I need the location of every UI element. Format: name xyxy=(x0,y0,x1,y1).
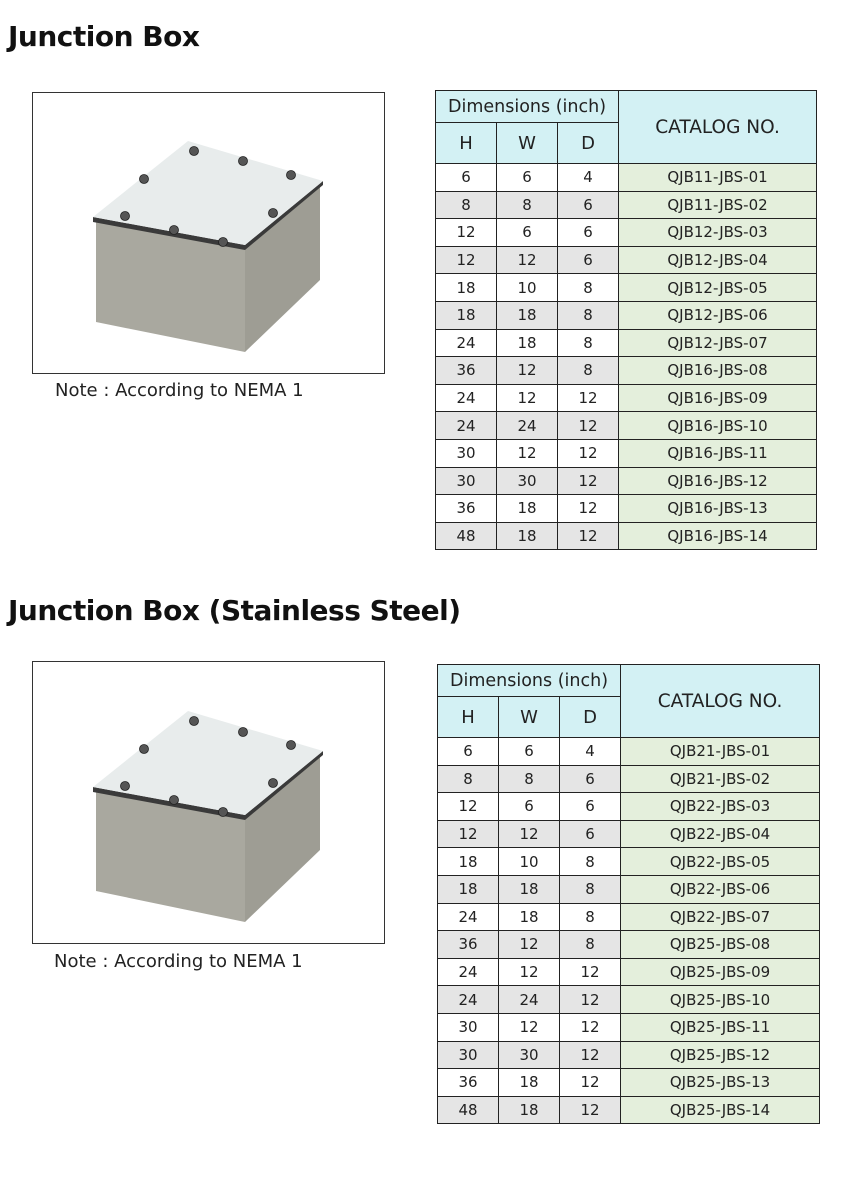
cell-w: 18 xyxy=(497,522,558,550)
cell-w: 18 xyxy=(499,1069,560,1097)
cell-h: 48 xyxy=(438,1096,499,1124)
junction-box-figure xyxy=(32,92,385,374)
table-row xyxy=(436,191,817,219)
cell-d: 8 xyxy=(560,903,621,931)
cell-catalog: QJB16-JBS-12 xyxy=(619,467,817,495)
note-text: Note : According to NEMA 1 xyxy=(54,951,303,972)
cell-d: 8 xyxy=(558,301,619,329)
cell-d: 12 xyxy=(558,522,619,550)
cell-w: 6 xyxy=(499,738,560,766)
cell-catalog: QJB12-JBS-07 xyxy=(619,329,817,357)
cell-catalog: QJB16-JBS-08 xyxy=(619,357,817,385)
cell-catalog: QJB12-JBS-06 xyxy=(619,301,817,329)
cell-catalog: QJB25-JBS-13 xyxy=(621,1069,820,1097)
cell-h: 30 xyxy=(438,1041,499,1069)
table-row xyxy=(436,357,817,385)
cell-w: 18 xyxy=(497,495,558,523)
cell-h: 36 xyxy=(438,931,499,959)
cell-catalog: QJB11-JBS-02 xyxy=(619,191,817,219)
cell-d: 12 xyxy=(560,958,621,986)
cell-catalog: QJB21-JBS-02 xyxy=(621,765,820,793)
cell-d: 8 xyxy=(558,357,619,385)
column-h-header: H xyxy=(436,123,497,164)
cell-d: 12 xyxy=(560,986,621,1014)
cell-h: 30 xyxy=(438,1013,499,1041)
cell-catalog: QJB22-JBS-07 xyxy=(621,903,820,931)
cell-catalog: QJB16-JBS-14 xyxy=(619,522,817,550)
cell-w: 6 xyxy=(497,219,558,247)
cell-d: 12 xyxy=(558,439,619,467)
cell-d: 12 xyxy=(560,1013,621,1041)
cell-h: 24 xyxy=(438,986,499,1014)
cell-w: 12 xyxy=(499,1013,560,1041)
table-row xyxy=(436,522,817,550)
cell-h: 36 xyxy=(436,495,497,523)
section-2-title: Junction Box (Stainless Steel) xyxy=(8,594,461,627)
cell-w: 6 xyxy=(499,793,560,821)
table-row xyxy=(438,958,820,986)
cell-d: 12 xyxy=(558,495,619,523)
catalog-table xyxy=(435,90,817,550)
cell-w: 18 xyxy=(499,1096,560,1124)
section-1-title: Junction Box xyxy=(8,20,200,53)
cell-catalog: QJB25-JBS-10 xyxy=(621,986,820,1014)
cell-h: 36 xyxy=(436,357,497,385)
cell-w: 10 xyxy=(497,274,558,302)
cell-w: 18 xyxy=(497,301,558,329)
table-row xyxy=(438,1041,820,1069)
catalog-header: CATALOG NO. xyxy=(619,91,817,164)
cell-catalog: QJB21-JBS-01 xyxy=(621,738,820,766)
table-row xyxy=(438,931,820,959)
cell-d: 12 xyxy=(560,1096,621,1124)
cell-d: 8 xyxy=(560,931,621,959)
cell-h: 24 xyxy=(436,329,497,357)
cell-h: 18 xyxy=(436,274,497,302)
cell-w: 18 xyxy=(497,329,558,357)
cell-catalog: QJB25-JBS-11 xyxy=(621,1013,820,1041)
table-row xyxy=(436,412,817,440)
cell-catalog: QJB25-JBS-08 xyxy=(621,931,820,959)
table-row xyxy=(438,765,820,793)
table-row xyxy=(438,1096,820,1124)
cell-d: 6 xyxy=(560,765,621,793)
cell-w: 30 xyxy=(497,467,558,495)
cell-d: 4 xyxy=(558,164,619,192)
cell-d: 12 xyxy=(558,384,619,412)
cell-d: 6 xyxy=(560,793,621,821)
column-w-header: W xyxy=(499,697,560,738)
cell-d: 6 xyxy=(558,246,619,274)
stainless-junction-box-figure xyxy=(32,661,385,944)
table-row xyxy=(436,439,817,467)
cell-catalog: QJB16-JBS-10 xyxy=(619,412,817,440)
table-row xyxy=(436,219,817,247)
cell-h: 12 xyxy=(438,820,499,848)
dimensions-header: Dimensions (inch) xyxy=(438,665,621,697)
cell-catalog: QJB12-JBS-05 xyxy=(619,274,817,302)
table-row xyxy=(438,848,820,876)
cell-w: 12 xyxy=(497,439,558,467)
column-d-header: D xyxy=(558,123,619,164)
cell-catalog: QJB12-JBS-03 xyxy=(619,219,817,247)
cell-catalog: QJB22-JBS-03 xyxy=(621,793,820,821)
table-row xyxy=(438,738,820,766)
column-w-header: W xyxy=(497,123,558,164)
cell-h: 12 xyxy=(438,793,499,821)
cell-catalog: QJB12-JBS-04 xyxy=(619,246,817,274)
column-d-header: D xyxy=(560,697,621,738)
cell-h: 24 xyxy=(436,384,497,412)
cell-h: 36 xyxy=(438,1069,499,1097)
note-text: Note : According to NEMA 1 xyxy=(55,380,304,401)
cell-w: 8 xyxy=(499,765,560,793)
cell-w: 8 xyxy=(497,191,558,219)
table-row xyxy=(436,384,817,412)
table-row xyxy=(436,246,817,274)
cell-w: 12 xyxy=(499,958,560,986)
cell-w: 18 xyxy=(499,903,560,931)
cell-w: 24 xyxy=(497,412,558,440)
cell-w: 18 xyxy=(499,875,560,903)
dimensions-header: Dimensions (inch) xyxy=(436,91,619,123)
cell-w: 12 xyxy=(497,357,558,385)
cell-h: 30 xyxy=(436,467,497,495)
table-row xyxy=(438,875,820,903)
table-row xyxy=(436,301,817,329)
cell-d: 8 xyxy=(560,848,621,876)
cell-h: 30 xyxy=(436,439,497,467)
cell-catalog: QJB25-JBS-12 xyxy=(621,1041,820,1069)
cell-catalog: QJB16-JBS-13 xyxy=(619,495,817,523)
table-row xyxy=(436,274,817,302)
table-row xyxy=(438,820,820,848)
cell-h: 6 xyxy=(436,164,497,192)
cell-w: 12 xyxy=(499,820,560,848)
cell-catalog: QJB25-JBS-09 xyxy=(621,958,820,986)
catalog-header: CATALOG NO. xyxy=(621,665,820,738)
cell-d: 6 xyxy=(560,820,621,848)
table-row xyxy=(438,903,820,931)
cell-h: 24 xyxy=(438,958,499,986)
cell-d: 6 xyxy=(558,191,619,219)
table-row xyxy=(438,793,820,821)
cell-d: 8 xyxy=(558,274,619,302)
cell-w: 12 xyxy=(499,931,560,959)
cell-w: 6 xyxy=(497,164,558,192)
table-row xyxy=(436,467,817,495)
table-row xyxy=(438,1013,820,1041)
cell-d: 6 xyxy=(558,219,619,247)
cell-w: 30 xyxy=(499,1041,560,1069)
stainless-junction-box-illustration xyxy=(33,662,384,943)
cell-catalog: QJB11-JBS-01 xyxy=(619,164,817,192)
junction-box-illustration xyxy=(33,93,384,373)
cell-d: 12 xyxy=(558,467,619,495)
cell-w: 12 xyxy=(497,246,558,274)
cell-w: 10 xyxy=(499,848,560,876)
cell-d: 12 xyxy=(558,412,619,440)
table-row xyxy=(436,164,817,192)
cell-h: 6 xyxy=(438,738,499,766)
cell-catalog: QJB22-JBS-05 xyxy=(621,848,820,876)
cell-w: 24 xyxy=(499,986,560,1014)
cell-d: 8 xyxy=(560,875,621,903)
stainless-catalog-table xyxy=(437,664,820,1124)
table-row xyxy=(438,1069,820,1097)
table-row xyxy=(438,986,820,1014)
cell-catalog: QJB22-JBS-04 xyxy=(621,820,820,848)
cell-h: 12 xyxy=(436,219,497,247)
cell-h: 18 xyxy=(436,301,497,329)
cell-catalog: QJB22-JBS-06 xyxy=(621,875,820,903)
cell-catalog: QJB16-JBS-11 xyxy=(619,439,817,467)
table-row xyxy=(436,495,817,523)
cell-catalog: QJB16-JBS-09 xyxy=(619,384,817,412)
cell-h: 12 xyxy=(436,246,497,274)
cell-h: 18 xyxy=(438,848,499,876)
cell-d: 8 xyxy=(558,329,619,357)
table-row xyxy=(436,329,817,357)
cell-h: 8 xyxy=(436,191,497,219)
cell-h: 8 xyxy=(438,765,499,793)
cell-d: 4 xyxy=(560,738,621,766)
cell-h: 18 xyxy=(438,875,499,903)
cell-d: 12 xyxy=(560,1069,621,1097)
cell-h: 48 xyxy=(436,522,497,550)
cell-d: 12 xyxy=(560,1041,621,1069)
cell-h: 24 xyxy=(436,412,497,440)
column-h-header: H xyxy=(438,697,499,738)
cell-w: 12 xyxy=(497,384,558,412)
cell-catalog: QJB25-JBS-14 xyxy=(621,1096,820,1124)
cell-h: 24 xyxy=(438,903,499,931)
